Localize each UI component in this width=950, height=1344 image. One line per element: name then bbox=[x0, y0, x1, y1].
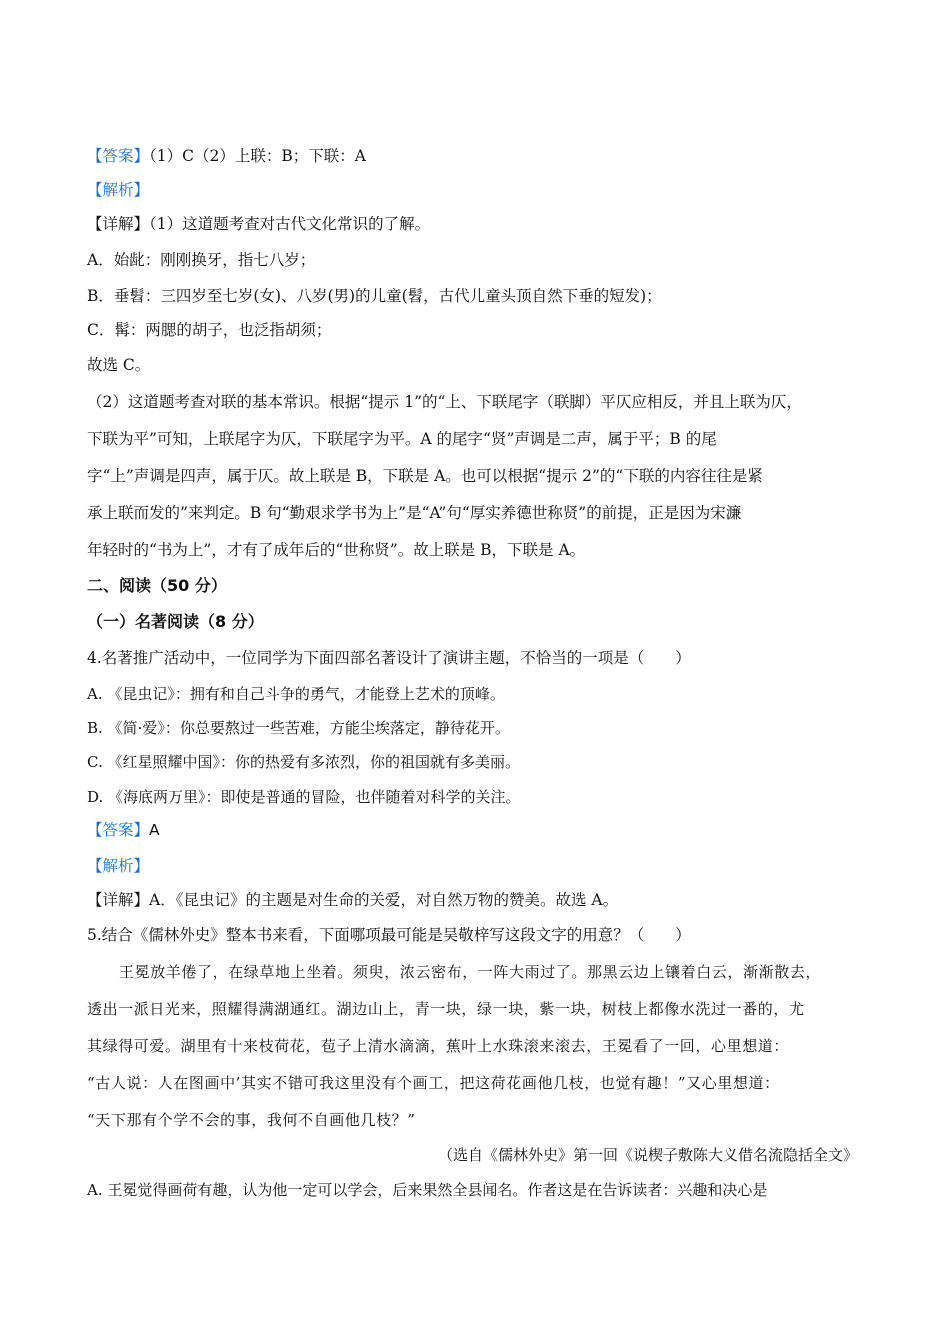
q4-option-a: A. 《昆虫记》：拥有和自己斗争的勇气，才能登上艺术的顶峰。 bbox=[87, 685, 505, 703]
detail-tag: 【详解】 bbox=[87, 215, 150, 233]
q4-stem: 4.名著推广活动中，一位同学为下面四部名著设计了演讲主题，不恰当的一项是（ ） bbox=[87, 649, 691, 667]
q3-part2-line3: 字“上”声调是四声，属于仄。故上联是 B，下联是 A。也可以根据“提示 2”的“下联的内容往往是紧 bbox=[87, 467, 763, 485]
q3-choose: 故选 C。 bbox=[87, 356, 151, 374]
analysis-tag: 【解析】 bbox=[87, 181, 150, 199]
q3-option-b: B．垂髫：三四岁至七岁(女)、八岁(男)的儿童(髫，古代儿童头顶自然下垂的短发)； bbox=[87, 287, 662, 305]
detail-tag: 【详解】 bbox=[87, 891, 150, 909]
q5-passage-line5: “天下那有个学不会的事，我何不自画他几枝？” bbox=[87, 1111, 416, 1129]
q5-passage-line3: 其绿得可爱。湖里有十来枝荷花，苞子上清水滴滴，蕉叶上水珠滚来滚去，王冕看了一回，心里想道： bbox=[87, 1037, 790, 1055]
q3-part2-line2: 下联为平”可知，上联尾字为仄，下联尾字为平。A 的尾字“贤”声调是二声，属于平；B 的尾 bbox=[87, 430, 717, 448]
q3-part2-line4: 承上联而发的”来判定。B 句“勤艰求学书为上”是“A”句“厚实养德世称贤”的前提，正是因为宋濂 bbox=[87, 504, 742, 522]
q4-detail-line bbox=[87, 890, 618, 910]
answer-text: （1）C（2）上联：B；下联：A bbox=[149, 147, 366, 165]
answer-tag: 【答案】 bbox=[87, 147, 150, 165]
analysis-tag: 【解析】 bbox=[87, 857, 150, 875]
q3-part2-line1: （2）这道题考查对联的基本常识。根据“提示 1”的“上、下联尾字（联脚）平仄应相反，并且上联为仄， bbox=[87, 393, 802, 411]
q3-detail-line bbox=[87, 214, 430, 234]
q4-answer-line bbox=[87, 820, 160, 840]
q5-passage-line1: 王冕放羊倦了，在绿草地上坐着。须臾，浓云密布，一阵大雨过了。那黑云边上镶着白云，渐渐散去， bbox=[119, 963, 822, 981]
section-heading: 二、阅读（50 分） bbox=[87, 576, 227, 595]
q5-source: （选自《儒林外史》第一回《说楔子敷陈大义借名流隐括全文》 bbox=[437, 1146, 858, 1164]
detail-text: （1）这道题考查对古代文化常识的了解。 bbox=[149, 215, 431, 233]
subsection-heading: （一）名著阅读（8 分） bbox=[87, 612, 264, 631]
q3-answer-line bbox=[87, 146, 366, 166]
detail-text: A．《昆虫记》的主题是对生命的关爱，对自然万物的赞美。故选 A。 bbox=[149, 891, 619, 909]
q5-option-a: A. 王冕觉得画荷有趣，认为他一定可以学会，后来果然全县闻名。作者这是在告诉读者：兴趣和决心是 bbox=[87, 1181, 768, 1199]
q3-part2-line5: 年轻时的“书为上”，才有了成年后的“世称贤”。故上联是 B，下联是 A。 bbox=[87, 541, 586, 559]
answer-tag: 【答案】 bbox=[87, 821, 150, 839]
q5-stem: 5.结合《儒林外史》整本书来看，下面哪项最可能是吴敬梓写这段文字的用意？（ ） bbox=[87, 926, 691, 944]
q3-option-a: A．始龀：刚刚换牙，指七八岁； bbox=[87, 251, 316, 269]
q4-option-b: B. 《简·爱》：你总要熬过一些苦难，方能尘埃落定，静待花开。 bbox=[87, 719, 510, 737]
answer-text: A bbox=[149, 821, 160, 839]
q4-option-d: D. 《海底两万里》：即使是普通的冒险，也伴随着对科学的关注。 bbox=[87, 788, 521, 806]
q5-passage-line2: 透出一派日光来，照耀得满湖通红。湖边山上，青一块，绿一块，紫一块，树枝上都像水洗过一番的，尤 bbox=[87, 1000, 805, 1018]
q3-option-c: C．髯：两腮的胡子，也泛指胡须； bbox=[87, 321, 332, 339]
q4-option-c: C. 《红星照耀中国》：你的热爱有多浓烈，你的祖国就有多美丽。 bbox=[87, 753, 520, 771]
q5-passage-line4: “古人说：人在图画中’其实不错可我这里没有个画工，把这荷花画他几枝，也觉有趣！”又心里想道： bbox=[87, 1074, 780, 1092]
